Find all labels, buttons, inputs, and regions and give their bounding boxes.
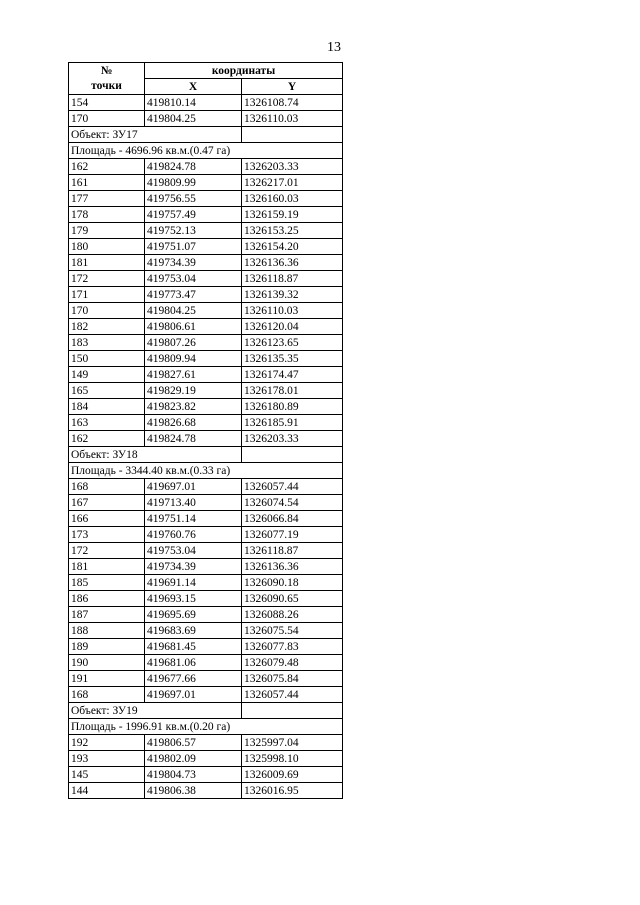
page-number: 13 (327, 40, 341, 55)
empty-cell (242, 447, 343, 463)
table-row (69, 783, 343, 799)
area-row (69, 143, 343, 159)
area-row (69, 719, 343, 735)
area-cell: Площадь - 4696.96 кв.м.(0.47 га) (69, 143, 343, 159)
x-coordinate-cell: 419751.14 (145, 511, 242, 527)
y-coordinate-cell: 1326139.32 (242, 287, 343, 303)
x-coordinate-cell: 419697.01 (145, 479, 242, 495)
table-row (69, 207, 343, 223)
x-coordinate-cell: 419809.99 (145, 175, 242, 191)
table-row (69, 511, 343, 527)
x-coordinate-cell: 419824.78 (145, 431, 242, 447)
table-row (69, 271, 343, 287)
x-coordinate-cell: 419697.01 (145, 687, 242, 703)
point-number-cell: 181 (69, 255, 145, 271)
y-coordinate-cell: 1326123.65 (242, 335, 343, 351)
x-coordinate-cell: 419734.39 (145, 255, 242, 271)
coordinates-header: координаты (145, 63, 343, 79)
point-number-cell: 168 (69, 479, 145, 495)
x-coordinate-cell: 419753.04 (145, 271, 242, 287)
point-number-cell: 154 (69, 95, 145, 111)
point-number-cell: 177 (69, 191, 145, 207)
point-number-cell: 187 (69, 607, 145, 623)
point-number-cell: 193 (69, 751, 145, 767)
point-number-cell: 150 (69, 351, 145, 367)
point-number-cell: 166 (69, 511, 145, 527)
table-row (69, 191, 343, 207)
x-coordinate-cell: 419806.57 (145, 735, 242, 751)
object-name-cell: Объект: ЗУ18 (69, 447, 242, 463)
table-row (69, 687, 343, 703)
x-coordinate-cell: 419695.69 (145, 607, 242, 623)
coordinates-table (68, 62, 343, 799)
x-coordinate-cell: 419693.15 (145, 591, 242, 607)
x-coordinate-cell: 419804.25 (145, 111, 242, 127)
y-coordinate-cell: 1326178.01 (242, 383, 343, 399)
table-row (69, 431, 343, 447)
point-number-cell: 162 (69, 431, 145, 447)
point-number-cell: 189 (69, 639, 145, 655)
point-number-header-line2: точки (91, 79, 122, 92)
point-number-cell: 145 (69, 767, 145, 783)
object-row (69, 447, 343, 463)
point-number-cell: 188 (69, 623, 145, 639)
table-row (69, 95, 343, 111)
point-number-cell: 180 (69, 239, 145, 255)
table-row (69, 111, 343, 127)
y-coordinate-cell: 1326160.03 (242, 191, 343, 207)
table-row (69, 607, 343, 623)
x-coordinate-cell: 419751.07 (145, 239, 242, 255)
y-coordinate-cell: 1326057.44 (242, 687, 343, 703)
x-coordinate-cell: 419823.82 (145, 399, 242, 415)
point-number-cell: 172 (69, 543, 145, 559)
table-row (69, 623, 343, 639)
point-number-cell: 144 (69, 783, 145, 799)
point-number-header (69, 63, 145, 95)
point-number-cell: 184 (69, 399, 145, 415)
table-row (69, 575, 343, 591)
x-coordinate-cell: 419753.04 (145, 543, 242, 559)
area-row (69, 463, 343, 479)
x-coordinate-cell: 419807.26 (145, 335, 242, 351)
y-coordinate-cell: 1326135.35 (242, 351, 343, 367)
x-header: X (145, 79, 242, 95)
y-coordinate-cell: 1326118.87 (242, 271, 343, 287)
x-coordinate-cell: 419681.06 (145, 655, 242, 671)
point-number-cell: 149 (69, 367, 145, 383)
y-coordinate-cell: 1326203.33 (242, 159, 343, 175)
y-coordinate-cell: 1326136.36 (242, 255, 343, 271)
table-row (69, 239, 343, 255)
x-coordinate-cell: 419827.61 (145, 367, 242, 383)
table-row (69, 351, 343, 367)
y-coordinate-cell: 1326074.54 (242, 495, 343, 511)
table-row (69, 399, 343, 415)
point-number-cell: 190 (69, 655, 145, 671)
table-row (69, 751, 343, 767)
object-name-cell: Объект: ЗУ19 (69, 703, 242, 719)
table-body (69, 95, 343, 799)
table-row (69, 223, 343, 239)
x-coordinate-cell: 419773.47 (145, 287, 242, 303)
point-number-cell: 186 (69, 591, 145, 607)
table-row (69, 383, 343, 399)
table-row (69, 543, 343, 559)
table-row (69, 591, 343, 607)
y-coordinate-cell: 1326153.25 (242, 223, 343, 239)
object-row (69, 703, 343, 719)
point-number-cell: 179 (69, 223, 145, 239)
x-coordinate-cell: 419806.61 (145, 319, 242, 335)
point-number-cell: 162 (69, 159, 145, 175)
y-coordinate-cell: 1326110.03 (242, 111, 343, 127)
x-coordinate-cell: 419677.66 (145, 671, 242, 687)
y-coordinate-cell: 1326009.69 (242, 767, 343, 783)
x-coordinate-cell: 419802.09 (145, 751, 242, 767)
x-coordinate-cell: 419809.94 (145, 351, 242, 367)
x-coordinate-cell: 419756.55 (145, 191, 242, 207)
y-coordinate-cell: 1326120.04 (242, 319, 343, 335)
table-row (69, 479, 343, 495)
empty-cell (242, 703, 343, 719)
point-number-cell: 165 (69, 383, 145, 399)
point-number-cell: 167 (69, 495, 145, 511)
x-coordinate-cell: 419829.19 (145, 383, 242, 399)
table-row (69, 559, 343, 575)
point-number-cell: 172 (69, 271, 145, 287)
x-coordinate-cell: 419826.68 (145, 415, 242, 431)
y-coordinate-cell: 1326180.89 (242, 399, 343, 415)
point-number-cell: 168 (69, 687, 145, 703)
table-row (69, 159, 343, 175)
y-coordinate-cell: 1326108.74 (242, 95, 343, 111)
y-coordinate-cell: 1326090.65 (242, 591, 343, 607)
table-row (69, 175, 343, 191)
point-number-cell: 171 (69, 287, 145, 303)
y-coordinate-cell: 1326185.91 (242, 415, 343, 431)
point-number-cell: 182 (69, 319, 145, 335)
point-number-cell: 170 (69, 111, 145, 127)
area-cell: Площадь - 3344.40 кв.м.(0.33 га) (69, 463, 343, 479)
x-coordinate-cell: 419806.38 (145, 783, 242, 799)
table-row (69, 319, 343, 335)
point-number-cell: 191 (69, 671, 145, 687)
table-row (69, 415, 343, 431)
table-row (69, 767, 343, 783)
y-coordinate-cell: 1326154.20 (242, 239, 343, 255)
y-coordinate-cell: 1326203.33 (242, 431, 343, 447)
point-number-cell: 161 (69, 175, 145, 191)
y-coordinate-cell: 1326057.44 (242, 479, 343, 495)
y-coordinate-cell: 1325998.10 (242, 751, 343, 767)
y-coordinate-cell: 1326174.47 (242, 367, 343, 383)
x-coordinate-cell: 419734.39 (145, 559, 242, 575)
point-number-cell: 185 (69, 575, 145, 591)
table-row (69, 655, 343, 671)
x-coordinate-cell: 419691.14 (145, 575, 242, 591)
y-coordinate-cell: 1326079.48 (242, 655, 343, 671)
y-coordinate-cell: 1326159.19 (242, 207, 343, 223)
table-row (69, 495, 343, 511)
y-coordinate-cell: 1326110.03 (242, 303, 343, 319)
table-row (69, 335, 343, 351)
y-coordinate-cell: 1326066.84 (242, 511, 343, 527)
object-name-cell: Объект: ЗУ17 (69, 127, 242, 143)
table-row (69, 303, 343, 319)
table-row (69, 287, 343, 303)
point-number-cell: 192 (69, 735, 145, 751)
table-row (69, 671, 343, 687)
point-number-cell: 181 (69, 559, 145, 575)
y-coordinate-cell: 1325997.04 (242, 735, 343, 751)
y-coordinate-cell: 1326088.26 (242, 607, 343, 623)
x-coordinate-cell: 419683.69 (145, 623, 242, 639)
y-coordinate-cell: 1326016.95 (242, 783, 343, 799)
point-number-cell: 183 (69, 335, 145, 351)
table-row (69, 255, 343, 271)
table-header (69, 63, 343, 95)
y-coordinate-cell: 1326075.54 (242, 623, 343, 639)
y-coordinate-cell: 1326217.01 (242, 175, 343, 191)
x-coordinate-cell: 419681.45 (145, 639, 242, 655)
table-row (69, 639, 343, 655)
table-row (69, 367, 343, 383)
y-coordinate-cell: 1326136.36 (242, 559, 343, 575)
y-coordinate-cell: 1326075.84 (242, 671, 343, 687)
y-coordinate-cell: 1326118.87 (242, 543, 343, 559)
x-coordinate-cell: 419804.25 (145, 303, 242, 319)
point-number-cell: 163 (69, 415, 145, 431)
x-coordinate-cell: 419804.73 (145, 767, 242, 783)
area-cell: Площадь - 1996.91 кв.м.(0.20 га) (69, 719, 343, 735)
x-coordinate-cell: 419752.13 (145, 223, 242, 239)
table-row (69, 735, 343, 751)
x-coordinate-cell: 419810.14 (145, 95, 242, 111)
empty-cell (242, 127, 343, 143)
object-row (69, 127, 343, 143)
y-coordinate-cell: 1326077.19 (242, 527, 343, 543)
x-coordinate-cell: 419760.76 (145, 527, 242, 543)
x-coordinate-cell: 419824.78 (145, 159, 242, 175)
y-header: Y (242, 79, 343, 95)
point-number-cell: 173 (69, 527, 145, 543)
y-coordinate-cell: 1326090.18 (242, 575, 343, 591)
y-coordinate-cell: 1326077.83 (242, 639, 343, 655)
x-coordinate-cell: 419757.49 (145, 207, 242, 223)
point-number-cell: 170 (69, 303, 145, 319)
table-row (69, 527, 343, 543)
point-number-cell: 178 (69, 207, 145, 223)
x-coordinate-cell: 419713.40 (145, 495, 242, 511)
point-number-header-line1: № (100, 64, 113, 77)
